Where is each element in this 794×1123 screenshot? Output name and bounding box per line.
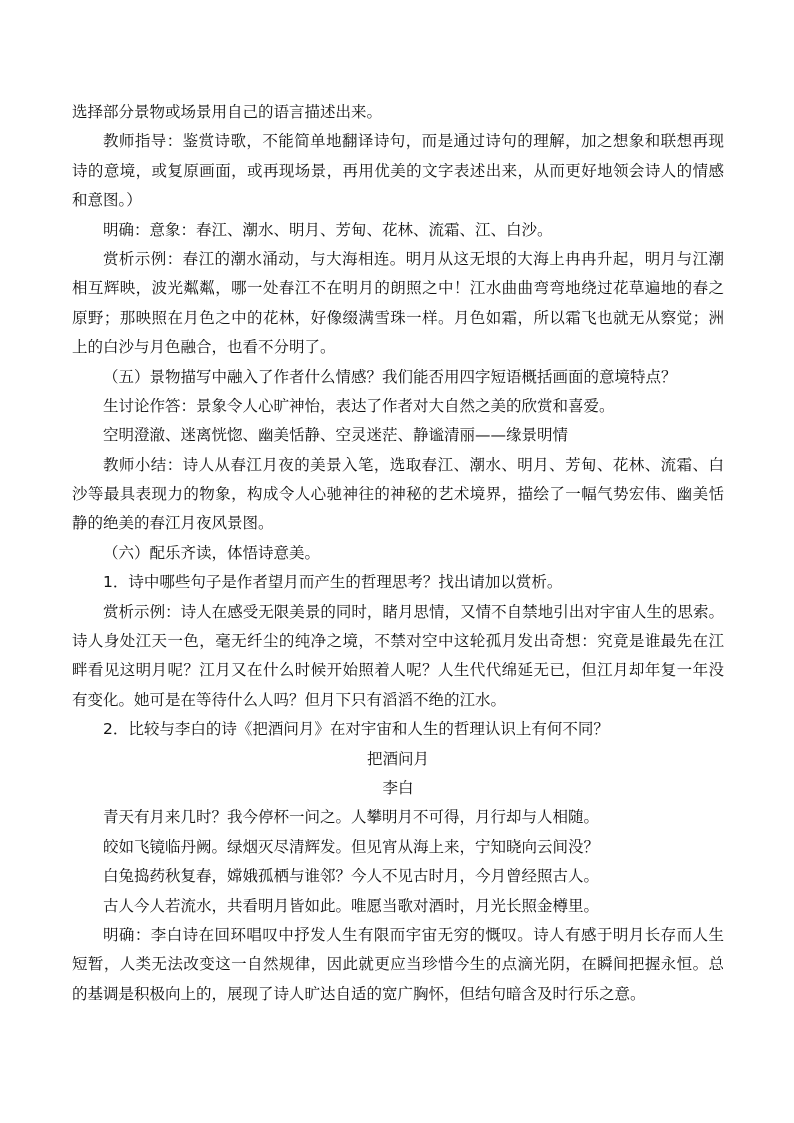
text-line: 畔看见这明月呢？江月又在什么时候开始照着人呢？人生代代绵延无已，但江月却年复一年没 xyxy=(72,661,724,680)
text-line: 的基调是积极向上的，展现了诗人旷达自适的宽广胸怀，但结句暗含及时行乐之意。 xyxy=(72,984,646,1003)
text-line: 赏析示例：诗人在感受无限美景的同时，睹月思情，又情不自禁地引出对宇宙人生的思索。 xyxy=(103,602,724,621)
text-line: 上的白沙与月色融合，也看不分明了。 xyxy=(72,338,336,357)
poem-line: 古人今人若流水，共看明月皆如此。唯愿当歌对酒时，月光长照金樽里。 xyxy=(103,896,600,915)
text-line: 空明澄澈、迷离恍惚、幽美恬静、空灵迷茫、静谧清丽——缘景明情 xyxy=(103,426,569,445)
text-line: 教师指导：鉴赏诗歌，不能简单地翻译诗句，而是通过诗句的理解，加之想象和联想再现 xyxy=(103,132,724,151)
poem-title: 把酒问月 xyxy=(366,749,429,768)
poem-author: 李白 xyxy=(382,778,414,797)
text-line: 沙等最具表现力的物象，构成令人心驰神往的神秘的艺术境界，描绘了一幅气势宏伟、幽美恬 xyxy=(72,485,724,504)
section-heading: （六）配乐齐读，体悟诗意美。 xyxy=(103,543,321,562)
text-line: 和意图。） xyxy=(72,191,142,210)
text-line: 生讨论作答：景象令人心旷神怡，表达了作者对大自然之美的欣赏和喜爱。 xyxy=(103,396,615,415)
question-line: 2．比较与李白的诗《把酒问月》在对宇宙和人生的哲理认识上有何不同？ xyxy=(103,720,609,739)
text-line: 相互辉映，波光粼粼，哪一处春江不在明月的朗照之中！江水曲曲弯弯地绕过花草遍地的春之 xyxy=(72,279,724,298)
section-heading: （五）景物描写中融入了作者什么情感？我们能否用四字短语概括画面的意境特点？ xyxy=(103,367,677,386)
text-line: 明确：意象：春江、潮水、明月、芳甸、花林、流霜、江、白沙。 xyxy=(103,220,553,239)
text-line: 诗的意境，或复原画面，或再现场景，再用优美的文字表述出来，从而更好地领会诗人的情感 xyxy=(72,161,724,180)
document-page xyxy=(72,98,724,1009)
text-line: 短暂，人类无法改变这一自然规律，因此就更应当珍惜今生的点滴光阴，在瞬间把握永恒。总 xyxy=(72,955,724,974)
text-line: 静的绝美的春江月夜风景图。 xyxy=(72,514,274,533)
poem-line: 皎如飞镜临丹阙。绿烟灭尽清辉发。但见宵从海上来，宁知晓向云间没？ xyxy=(103,837,600,856)
text-line: 有变化。她可是在等待什么人吗？但月下只有滔滔不绝的江水。 xyxy=(72,690,507,709)
text-line: 选择部分景物或场景用自己的语言描述出来。 xyxy=(72,103,383,121)
text-line: 原野；那映照在月色之中的花林，好像缀满雪珠一样。月色如霜，所以霜飞也就无从察觉；洲 xyxy=(72,308,724,327)
text-line: 教师小结：诗人从春江月夜的美景入笔，选取春江、潮水、明月、芳甸、花林、流霜、白 xyxy=(103,455,724,474)
poem-line: 青天有月来几时？我今停杯一问之。人攀明月不可得，月行却与人相随。 xyxy=(103,808,600,827)
text-line: 赏析示例：春江的潮水涌动，与大海相连。明月从这无垠的大海上冉冉升起，明月与江潮 xyxy=(103,249,724,268)
text-line: 明确：李白诗在回环唱叹中抒发人生有限而宇宙无穷的慨叹。诗人有感于明月长存而人生 xyxy=(103,925,724,944)
question-line: 1．诗中哪些句子是作者望月而产生的哲理思考？找出请加以赏析。 xyxy=(103,573,563,592)
poem-line: 白兔捣药秋复春，嫦娥孤栖与谁邻？今人不见古时月，今月曾经照古人。 xyxy=(103,867,600,886)
text-line: 诗人身处江天一色，毫无纤尘的纯净之境，不禁对空中这轮孤月发出奇想：究竟是谁最先在江 xyxy=(72,632,724,651)
